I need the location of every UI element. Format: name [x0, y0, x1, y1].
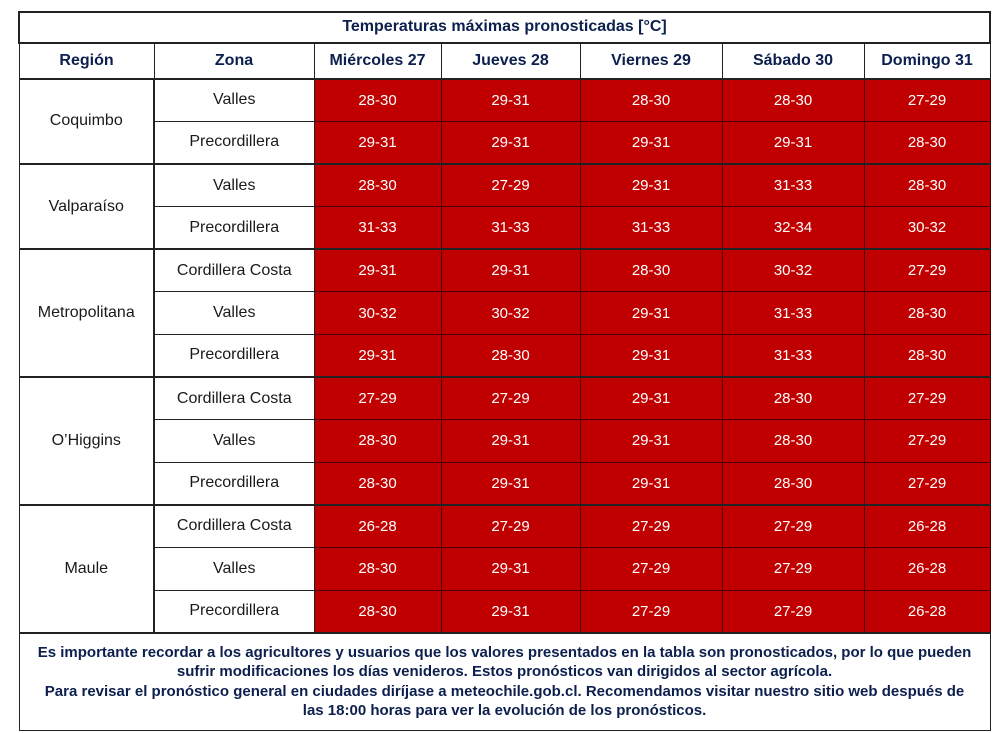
footer-line: sufrir modificaciones los días venideros. Estos pronósticos van dirigidos al sector agrícola. — [176, 663, 833, 681]
zone-cell: Valles — [154, 292, 314, 335]
temperature-cell: 28-30 — [722, 462, 864, 505]
temperature-cell: 28-30 — [864, 335, 990, 378]
temperature-cell: 29-31 — [580, 335, 722, 378]
table-row — [19, 335, 990, 378]
temperature-cell: 29-31 — [441, 79, 580, 122]
temperature-cell: 28-30 — [314, 462, 441, 505]
table-row — [19, 79, 990, 122]
temperature-cell: 27-29 — [441, 164, 580, 207]
table-row — [19, 505, 990, 548]
footer-note — [19, 633, 990, 731]
temperature-cell: 31-33 — [580, 207, 722, 250]
temperature-cell: 31-33 — [314, 207, 441, 250]
zone-cell: Precordillera — [154, 122, 314, 165]
temperature-cell: 26-28 — [864, 548, 990, 591]
temperature-cell: 28-30 — [314, 548, 441, 591]
temperature-cell: 32-34 — [722, 207, 864, 250]
temperature-cell: 28-30 — [864, 292, 990, 335]
temperature-cell: 27-29 — [580, 505, 722, 548]
region-cell: Coquimbo — [19, 79, 154, 164]
temperature-cell: 29-31 — [580, 292, 722, 335]
footer-line: Para revisar el pronóstico general en ciudades diríjase a meteochile.gob.cl. Recomendamos visitar nuestro sitio web después de — [44, 682, 965, 700]
table-row — [19, 164, 990, 207]
temperature-cell: 27-29 — [864, 462, 990, 505]
zone-cell: Valles — [154, 79, 314, 122]
table-row — [19, 590, 990, 633]
table-row — [19, 462, 990, 505]
column-header: Sábado 30 — [722, 43, 864, 79]
temperature-cell: 29-31 — [441, 420, 580, 463]
zone-cell: Cordillera Costa — [154, 505, 314, 548]
column-header: Viernes 29 — [580, 43, 722, 79]
temperature-cell: 31-33 — [722, 164, 864, 207]
temperature-cell: 27-29 — [864, 377, 990, 420]
region-cell: Valparaíso — [19, 164, 154, 249]
temperature-cell: 31-33 — [722, 335, 864, 378]
zone-cell: Cordillera Costa — [154, 377, 314, 420]
footer-line: las 18:00 horas para ver la evolución de los pronósticos. — [302, 702, 707, 720]
temperature-cell: 29-31 — [314, 249, 441, 292]
temperature-cell: 27-29 — [864, 249, 990, 292]
zone-cell: Precordillera — [154, 335, 314, 378]
temperature-cell: 27-29 — [580, 590, 722, 633]
footer-line: Es importante recordar a los agricultores y usuarios que los valores presentados en la tabla son pronosticados, por lo que pueden — [37, 643, 972, 661]
table-row — [19, 249, 990, 292]
temperature-cell: 31-33 — [722, 292, 864, 335]
temperature-cell: 28-30 — [314, 164, 441, 207]
table-row — [19, 122, 990, 165]
table-row — [19, 420, 990, 463]
region-cell: O’Higgins — [19, 377, 154, 505]
table-row — [19, 292, 990, 335]
column-header: Región — [19, 43, 154, 79]
column-header: Jueves 28 — [441, 43, 580, 79]
region-cell: Maule — [19, 505, 154, 633]
temperature-cell: 27-29 — [722, 590, 864, 633]
zone-cell: Valles — [154, 164, 314, 207]
temperature-cell: 27-29 — [314, 377, 441, 420]
zone-cell: Precordillera — [154, 207, 314, 250]
zone-cell: Precordillera — [154, 590, 314, 633]
temperature-cell: 29-31 — [441, 249, 580, 292]
table-row — [19, 548, 990, 591]
table-title: Temperaturas máximas pronosticadas [°C] — [19, 12, 990, 43]
temperature-cell: 28-30 — [722, 79, 864, 122]
temperature-cell: 28-30 — [580, 79, 722, 122]
temperature-cell: 29-31 — [314, 122, 441, 165]
forecast-table — [18, 11, 991, 731]
temperature-cell: 29-31 — [580, 164, 722, 207]
temperature-cell: 27-29 — [722, 505, 864, 548]
temperature-cell: 29-31 — [722, 122, 864, 165]
temperature-cell: 27-29 — [441, 377, 580, 420]
zone-cell: Cordillera Costa — [154, 249, 314, 292]
temperature-cell: 30-32 — [441, 292, 580, 335]
temperature-cell: 27-29 — [864, 420, 990, 463]
temperature-cell: 29-31 — [580, 462, 722, 505]
temperature-cell: 31-33 — [441, 207, 580, 250]
region-cell: Metropolitana — [19, 249, 154, 377]
temperature-cell: 29-31 — [580, 377, 722, 420]
temperature-cell: 28-30 — [314, 420, 441, 463]
temperature-cell: 28-30 — [864, 164, 990, 207]
temperature-cell: 29-31 — [441, 122, 580, 165]
temperature-cell: 29-31 — [580, 122, 722, 165]
temperature-cell: 30-32 — [314, 292, 441, 335]
zone-cell: Valles — [154, 420, 314, 463]
temperature-cell: 30-32 — [722, 249, 864, 292]
temperature-cell: 27-29 — [441, 505, 580, 548]
temperature-cell: 26-28 — [864, 505, 990, 548]
temperature-cell: 27-29 — [580, 548, 722, 591]
temperature-cell: 27-29 — [864, 79, 990, 122]
column-header-row — [19, 43, 990, 79]
temperature-cell: 28-30 — [314, 79, 441, 122]
temperature-cell: 26-28 — [314, 505, 441, 548]
temperature-cell: 28-30 — [864, 122, 990, 165]
temperature-cell: 28-30 — [441, 335, 580, 378]
forecast-body — [19, 79, 990, 633]
temperature-cell: 29-31 — [441, 548, 580, 591]
column-header: Miércoles 27 — [314, 43, 441, 79]
temperature-cell: 27-29 — [722, 548, 864, 591]
temperature-cell: 28-30 — [314, 590, 441, 633]
temperature-cell: 28-30 — [722, 377, 864, 420]
table-row — [19, 207, 990, 250]
temperature-cell: 26-28 — [864, 590, 990, 633]
temperature-cell: 30-32 — [864, 207, 990, 250]
temperature-cell: 29-31 — [441, 462, 580, 505]
table-row — [19, 377, 990, 420]
temperature-cell: 28-30 — [722, 420, 864, 463]
temperature-cell: 28-30 — [580, 249, 722, 292]
column-header: Zona — [154, 43, 314, 79]
temperature-cell: 29-31 — [314, 335, 441, 378]
temperature-cell: 29-31 — [580, 420, 722, 463]
column-header: Domingo 31 — [864, 43, 990, 79]
zone-cell: Precordillera — [154, 462, 314, 505]
zone-cell: Valles — [154, 548, 314, 591]
temperature-cell: 29-31 — [441, 590, 580, 633]
